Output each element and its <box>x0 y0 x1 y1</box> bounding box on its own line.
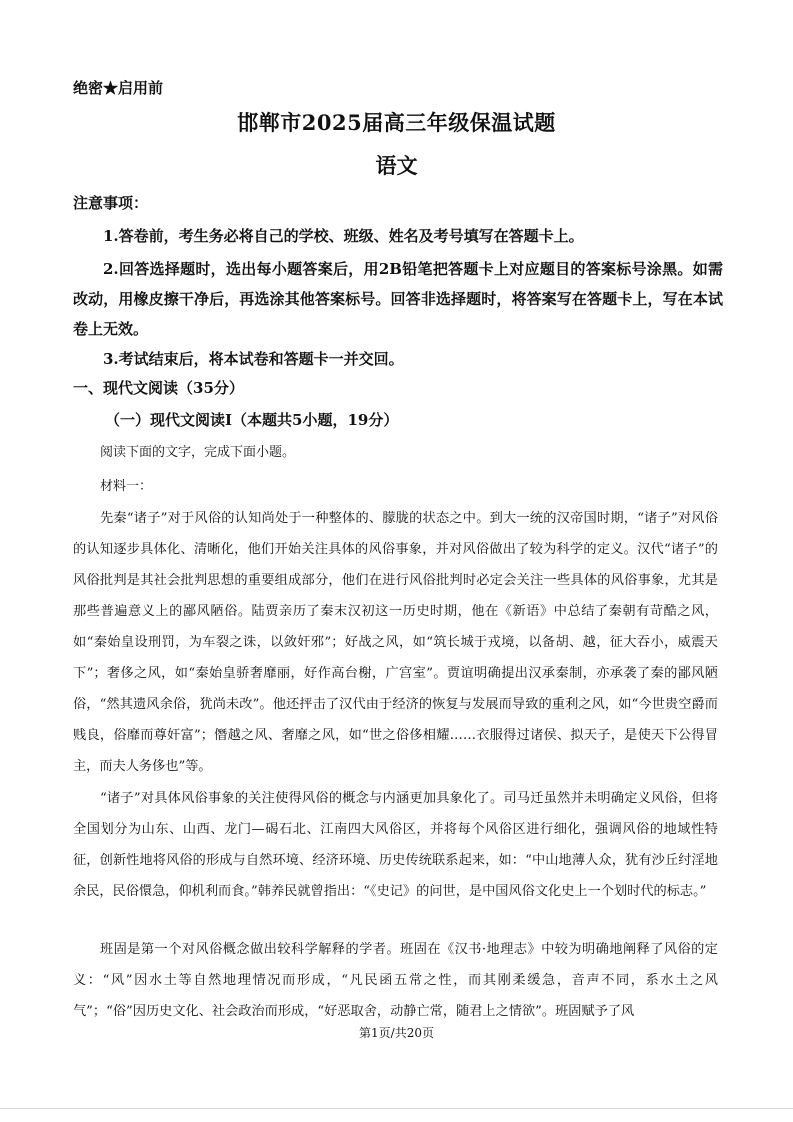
notice-item-2: 2.回答选择题时，选出每小题答案后，用2B铅笔把答题卡上对应题目的答案标号涂黑。如需改动，用橡皮擦干净后，再选涂其他答案标号。回答非选择题时，将答案写在答题卡上，写在本试卷上无效。 <box>73 260 723 338</box>
page-bottom-divider <box>0 1108 793 1109</box>
passage-paragraph-3: 班固是第一个对风俗概念做出较科学解释的学者。班固在《汉书·地理志》中较为明确地阐释了风俗的定义：“风”因水土等自然地理情况而形成，“凡民函五常之性，而其刚柔缓急，音声不同，系水土之风气”；“俗”因历史文化、社会政治而形成，“好恶取舍，动静亡常，随君上之情欲”。班固赋予了风 <box>73 942 718 1019</box>
subject-title: 语文 <box>375 153 418 178</box>
confidential-mark: 绝密★启用前 <box>73 79 164 97</box>
material-label: 材料一： <box>100 479 153 494</box>
notice-item-1: 1.答卷前，考生务必将自己的学校、班级、姓名及考号填写在答题卡上。 <box>103 227 584 245</box>
page-number: 第1页/共20页 <box>359 1026 434 1040</box>
passage-paragraph-2: “诸子”对具体风俗事象的关注使得风俗的概念与内涵更加具象化了。司马迁虽然并未明确定义风俗，但将全国划分为山东、山西、龙门—碣石北、江南四大风俗区，并将每个风俗区进行细化，强调风俗的地域性特征，创新性地将风俗的形成与自然环境、经济环境、历史传统联系起来，如：“中山地薄人众，犹有沙丘纣淫地余民，民俗懁急，仰机利而食。”韩养民就曾指出：“《史记》的问世，是中国风俗文化史上一个划时代的标志。” <box>73 791 718 899</box>
notice-item-3: 3.考试结束后，将本试卷和答题卡一并交回。 <box>103 350 404 368</box>
notice-heading: 注意事项： <box>73 194 149 212</box>
reading-instruction: 阅读下面的文字，完成下面小题。 <box>100 445 296 460</box>
subsection-heading: （一）现代文阅读Ⅰ（本题共5小题，19分） <box>105 411 399 429</box>
section-heading: 一、现代文阅读（35分） <box>73 379 244 397</box>
passage-paragraph-1: 先秦“诸子”对于风俗的认知尚处于一种整体的、朦胧的状态之中。到大一统的汉帝国时期，“诸子”对风俗的认知逐步具体化、清晰化，他们开始关注具体的风俗事象，并对风俗做出了较为科学的定义。汉代“诸子”的风俗批判是其社会批判思想的重要组成部分，他们在进行风俗批判时必定会关注一些具体的风俗事象，尤其是那些普遍意义上的鄙风陋俗。陆贾亲历了秦末汉初这一历史时期，他在《新语》中总结了秦朝有苛酷之风，如“秦始皇设刑罚，为车裂之诛，以敛奸邪”；好战之风，如“筑长城于戎境，以备胡、越，征大吞小，威震天下”；奢侈之风，如“秦始皇骄奢靡丽，好作高台榭，广宫室”。贾谊明确提出汉承秦制，亦承袭了秦的鄙风陋俗，“然其遗风余俗，犹尚未改”。他还抨击了汉代由于经济的恢复与发展而导致的重利之风，如“今世贵空爵而贱良，俗靡而尊奸富”；僭越之风、奢靡之风，如“世之俗侈相耀……衣服得过诸侯、拟天子，是使天下公得冒主，而夫人务侈也”等。 <box>73 511 718 774</box>
exam-title: 邯郸市2025届高三年级保温试题 <box>237 110 556 135</box>
